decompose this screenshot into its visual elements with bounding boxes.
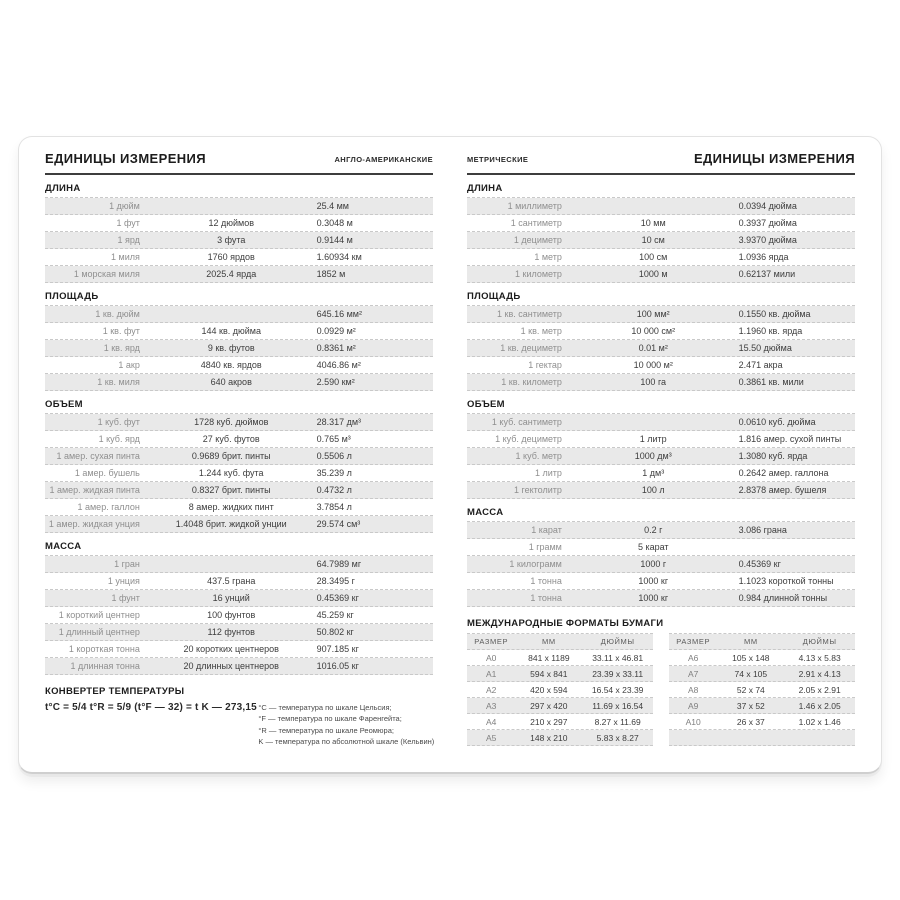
equivalent-cell: 10 мм — [640, 218, 666, 228]
value-cell: 1.1023 короткой тонны — [738, 576, 834, 586]
equivalent-cell: 2025.4 ярда — [206, 269, 257, 279]
table-row — [467, 539, 855, 556]
table-row — [45, 556, 433, 573]
value-cell: 3.9370 дюйма — [738, 235, 797, 245]
value-cell: 0.984 длинной тонны — [738, 593, 828, 603]
value-cell: 907.185 кг — [316, 644, 359, 654]
table-row — [467, 232, 855, 249]
value-cell: 4046.86 м² — [316, 360, 361, 370]
paper-formats-tables — [467, 633, 855, 746]
table-row — [467, 306, 855, 323]
unit-cell: 1 фут — [116, 218, 140, 228]
table-row — [669, 634, 855, 650]
section-title: ПЛОЩАДЬ — [45, 291, 99, 302]
equivalent-cell: 10 см — [641, 235, 665, 245]
equivalent-cell: 100 мм² — [636, 309, 670, 319]
mm-cell: 297 x 420 — [530, 700, 568, 711]
value-cell: 35.239 л — [316, 468, 352, 478]
unit-cell: 1 куб. дециметр — [495, 434, 562, 444]
equivalent-cell: 100 га — [640, 377, 667, 387]
table-row — [467, 198, 855, 215]
equivalent-cell: 9 кв. футов — [207, 343, 255, 353]
table-row — [669, 666, 855, 682]
mm-cell: 841 x 1189 — [528, 652, 570, 663]
temperature-note: °R — температура по шкале Реомюра; — [258, 725, 394, 735]
equivalent-cell: 10 000 м² — [633, 360, 673, 370]
inches-cell: 16.54 x 23.39 — [591, 684, 644, 695]
size-cell: A9 — [687, 700, 699, 711]
value-cell: 1852 м — [316, 269, 346, 279]
value-cell: 645.16 мм² — [316, 309, 362, 319]
table-row — [467, 448, 855, 465]
table-row — [45, 658, 433, 675]
equivalent-cell: 1760 ярдов — [207, 252, 255, 262]
unit-cell: 1 миллиметр — [507, 201, 562, 211]
page-title-right: ЕДИНИЦЫ ИЗМЕРЕНИЯ — [693, 151, 855, 166]
table-row — [467, 682, 653, 698]
table-row — [467, 590, 855, 607]
table-row — [467, 340, 855, 357]
equivalent-cell: 0.2 г — [644, 525, 663, 535]
value-cell: 1.3080 куб. ярда — [738, 451, 808, 461]
table-row — [467, 522, 855, 539]
equivalent-cell: 100 см — [639, 252, 668, 262]
unit-cell: 1 миля — [111, 252, 140, 262]
equivalent-cell: 144 кв. дюйма — [201, 326, 261, 336]
table-row — [467, 634, 653, 650]
value-cell: 0.3048 м — [316, 218, 353, 228]
inches-cell: 8.27 x 11.69 — [594, 716, 641, 727]
table-row — [45, 414, 433, 431]
inches-cell: 4.13 x 5.83 — [798, 652, 841, 663]
section-rows — [45, 555, 433, 675]
equivalent-cell: 1 литр — [639, 434, 667, 444]
value-cell: 0.4732 л — [316, 485, 352, 495]
value-cell: 1.0936 ярда — [738, 252, 789, 262]
inches-cell: 11.69 x 16.54 — [592, 700, 644, 711]
equivalent-cell: 10 000 см² — [631, 326, 676, 336]
mm-cell: 148 x 210 — [530, 732, 568, 743]
unit-cell: 1 куб. ярд — [98, 434, 140, 444]
anglo-american-sections — [45, 183, 433, 675]
table-row — [45, 323, 433, 340]
inches-cell: 2.91 x 4.13 — [798, 668, 841, 679]
measure-section — [45, 541, 433, 675]
equivalent-cell: 0.9689 брит. пинты — [191, 451, 271, 461]
col-header-inches: ДЮЙМЫ — [802, 637, 837, 646]
equivalent-cell: 1000 г — [640, 559, 667, 569]
unit-cell: 1 карат — [531, 525, 562, 535]
table-row — [467, 431, 855, 448]
equivalent-cell: 20 длинных центнеров — [183, 661, 279, 671]
table-row — [467, 714, 653, 730]
page-title: ЕДИНИЦЫ ИЗМЕРЕНИЯ — [45, 151, 207, 166]
mm-cell: 105 x 148 — [732, 652, 770, 663]
left-column-header — [45, 151, 433, 175]
page-subtitle-anglo-american: АНГЛО-АМЕРИКАНСКИЕ — [334, 155, 433, 164]
temperature-converter-body — [45, 702, 433, 747]
table-row — [467, 573, 855, 590]
equivalent-cell: 0.8327 брит. пинты — [191, 485, 271, 495]
measure-section — [467, 507, 855, 607]
unit-cell: 1 куб. сантиметр — [491, 417, 562, 427]
unit-cell: 1 километр — [515, 269, 562, 279]
unit-cell: 1 литр — [534, 468, 562, 478]
value-cell: 64.7989 мг — [316, 559, 362, 569]
measure-section — [467, 291, 855, 391]
paper-formats — [467, 618, 855, 746]
value-cell: 2.8378 амер. бушеля — [738, 485, 827, 495]
value-cell: 28.317 дм³ — [316, 417, 362, 427]
metric-sections — [467, 183, 855, 607]
section-rows — [467, 197, 855, 283]
mm-cell: 74 x 105 — [734, 668, 768, 679]
section-rows — [45, 305, 433, 391]
table-row — [45, 516, 433, 533]
table-row — [45, 340, 433, 357]
table-row — [467, 650, 653, 666]
unit-cell: 1 морская миля — [73, 269, 140, 279]
col-header-mm: ММ — [743, 637, 758, 646]
unit-cell: 1 короткий центнер — [58, 610, 140, 620]
unit-cell: 1 длинный центнер — [58, 627, 140, 637]
size-cell: A6 — [687, 652, 699, 663]
value-cell: 1.1960 кв. ярда — [738, 326, 803, 336]
unit-cell: 1 унция — [107, 576, 140, 586]
unit-cell: 1 гектар — [528, 360, 562, 370]
unit-cell: 1 метр — [534, 252, 562, 262]
value-cell: 0.0929 м² — [316, 326, 356, 336]
equivalent-cell: 1.244 куб. фута — [198, 468, 264, 478]
table-row — [467, 357, 855, 374]
size-cell: A2 — [485, 684, 497, 695]
paper-table-a0-a5 — [467, 633, 653, 746]
temperature-note: K — температура по абсолютной шкале (Кельвин) — [258, 736, 435, 746]
measure-section — [467, 183, 855, 283]
mm-cell: 420 x 594 — [530, 684, 568, 695]
table-row — [669, 714, 855, 730]
value-cell: 2.471 акра — [738, 360, 783, 370]
size-cell: A5 — [485, 732, 497, 743]
value-cell: 0.3937 дюйма — [738, 218, 797, 228]
inches-cell: 2.05 x 2.91 — [798, 684, 841, 695]
section-title: МАССА — [45, 541, 82, 552]
section-rows — [45, 413, 433, 533]
section-title: ДЛИНА — [45, 183, 81, 194]
value-cell: 25.4 мм — [316, 201, 349, 211]
unit-cell: 1 амер. галлон — [77, 502, 140, 512]
table-row — [45, 266, 433, 283]
unit-cell: 1 амер. сухая пинта — [56, 451, 140, 461]
unit-cell: 1 ярд — [117, 235, 140, 245]
temperature-converter — [45, 686, 433, 747]
measure-section — [467, 399, 855, 499]
unit-cell: 1 тонна — [530, 576, 562, 586]
col-header-mm: ММ — [541, 637, 556, 646]
table-row — [45, 306, 433, 323]
inches-cell: 5.83 x 8.27 — [596, 732, 639, 743]
size-cell: A10 — [685, 716, 701, 727]
size-cell: A7 — [687, 668, 699, 679]
size-cell: A4 — [485, 716, 497, 727]
col-header-size: РАЗМЕР — [676, 637, 711, 646]
value-cell: 0.8361 м² — [316, 343, 356, 353]
size-cell: A1 — [485, 668, 497, 679]
size-cell: A8 — [687, 684, 699, 695]
table-row — [45, 215, 433, 232]
section-title: ДЛИНА — [467, 183, 503, 194]
value-cell: 0.1550 кв. дюйма — [738, 309, 811, 319]
unit-cell: 1 фунт — [111, 593, 140, 603]
table-row — [467, 215, 855, 232]
unit-cell: 1 акр — [118, 360, 140, 370]
unit-cell: 1 амер. жидкая унция — [48, 519, 140, 529]
size-cell: A0 — [485, 652, 497, 663]
size-cell: A3 — [485, 700, 497, 711]
equivalent-cell: 1000 м — [638, 269, 668, 279]
unit-cell: 1 кв. ярд — [103, 343, 140, 353]
unit-cell: 1 дециметр — [513, 235, 562, 245]
value-cell: 0.3861 кв. мили — [738, 377, 804, 387]
unit-cell: 1 сантиметр — [510, 218, 562, 228]
unit-cell: 1 кв. сантиметр — [497, 309, 562, 319]
table-row — [467, 323, 855, 340]
table-row — [467, 556, 855, 573]
value-cell: 0.9144 м — [316, 235, 353, 245]
equivalent-cell: 27 куб. футов — [202, 434, 260, 444]
table-row — [45, 641, 433, 658]
table-row — [45, 624, 433, 641]
temperature-converter-title: КОНВЕРТЕР ТЕМПЕРАТУРЫ — [45, 686, 185, 697]
value-cell: 45.259 кг — [316, 610, 354, 620]
value-cell: 1.816 амер. сухой пинты — [738, 434, 842, 444]
paper-table-a6-a10 — [669, 633, 855, 746]
temperature-note: °C — температура по шкале Цельсия; — [258, 703, 392, 712]
table-row — [467, 730, 653, 746]
paper-formats-title: МЕЖДУНАРОДНЫЕ ФОРМАТЫ БУМАГИ — [467, 618, 664, 629]
unit-cell: 1 гран — [114, 559, 140, 569]
equivalent-cell: 1000 дм³ — [634, 451, 672, 461]
table-row — [45, 198, 433, 215]
value-cell: 0.45369 кг — [316, 593, 359, 603]
equivalent-cell: 20 коротких центнеров — [183, 644, 279, 654]
section-title: ОБЪЕМ — [467, 399, 505, 410]
table-row — [467, 482, 855, 499]
value-cell: 28.3495 г — [316, 576, 355, 586]
table-row — [669, 730, 855, 746]
mm-cell: 52 x 74 — [736, 684, 765, 695]
value-cell: 0.2642 амер. галлона — [738, 468, 829, 478]
measure-section — [45, 183, 433, 283]
col-header-inches: ДЮЙМЫ — [600, 637, 635, 646]
unit-cell: 1 гектолитр — [514, 485, 562, 495]
mm-cell: 594 x 841 — [530, 668, 568, 679]
mm-cell: 210 x 297 — [530, 716, 568, 727]
table-row — [669, 698, 855, 714]
value-cell: 2.590 км² — [316, 377, 355, 387]
inches-cell: 1.46 x 2.05 — [798, 700, 841, 711]
table-row — [45, 232, 433, 249]
table-row — [45, 249, 433, 266]
measure-section — [45, 291, 433, 391]
unit-cell: 1 длинная тонна — [70, 661, 140, 671]
table-row — [45, 499, 433, 516]
unit-cell: 1 килограмм — [509, 559, 562, 569]
value-cell: 0.0610 куб. дюйма — [738, 417, 816, 427]
mm-cell: 37 x 52 — [736, 700, 765, 711]
section-title: ПЛОЩАДЬ — [467, 291, 521, 302]
unit-cell: 1 кв. фут — [102, 326, 140, 336]
unit-cell: 1 короткая тонна — [68, 644, 140, 654]
table-row — [467, 414, 855, 431]
table-row — [45, 357, 433, 374]
left-column — [45, 151, 433, 762]
equivalent-cell: 8 амер. жидких пинт — [188, 502, 274, 512]
equivalent-cell: 100 фунтов — [207, 610, 256, 620]
value-cell: 50.802 кг — [316, 627, 354, 637]
col-header-size: РАЗМЕР — [474, 637, 509, 646]
value-cell: 0.5506 л — [316, 451, 352, 461]
value-cell: 0.765 м³ — [316, 434, 351, 444]
equivalent-cell: 3 фута — [217, 235, 246, 245]
table-row — [45, 482, 433, 499]
table-row — [45, 431, 433, 448]
section-rows — [467, 305, 855, 391]
unit-cell: 1 кв. метр — [520, 326, 562, 336]
unit-cell: 1 куб. фут — [97, 417, 140, 427]
section-rows — [467, 521, 855, 607]
value-cell: 29.574 см³ — [316, 519, 361, 529]
measure-section — [45, 399, 433, 533]
section-title: ОБЪЕМ — [45, 399, 83, 410]
reference-page — [18, 136, 882, 774]
equivalent-cell: 1728 куб. дюймов — [194, 417, 269, 427]
mm-cell: 26 x 37 — [736, 716, 765, 727]
section-title: МАССА — [467, 507, 504, 518]
equivalent-cell: 1.4048 брит. жидкой унции — [175, 519, 287, 529]
table-row — [45, 465, 433, 482]
equivalent-cell: 1000 кг — [638, 576, 669, 586]
equivalent-cell: 1000 кг — [638, 593, 669, 603]
table-row — [45, 573, 433, 590]
inches-cell: 23.39 x 33.11 — [592, 668, 644, 679]
page-subtitle-metric: МЕТРИЧЕСКИЕ — [467, 155, 529, 164]
right-column-header — [467, 151, 855, 175]
table-row — [467, 666, 653, 682]
equivalent-cell: 12 дюймов — [208, 218, 254, 228]
unit-cell: 1 дюйм — [109, 201, 140, 211]
unit-cell: 1 амер. жидкая пинта — [49, 485, 140, 495]
equivalent-cell: 640 акров — [210, 377, 252, 387]
temperature-note: °F — температура по шкале Фаренгейта; — [258, 714, 402, 724]
equivalent-cell: 1 дм³ — [642, 468, 665, 478]
table-row — [669, 682, 855, 698]
temperature-notes — [258, 702, 434, 747]
table-row — [45, 374, 433, 391]
table-row — [467, 465, 855, 482]
table-row — [669, 650, 855, 666]
section-rows — [467, 413, 855, 499]
value-cell: 1016.05 кг — [316, 661, 359, 671]
equivalent-cell: 112 фунтов — [207, 627, 255, 637]
value-cell: 15.50 дюйма — [738, 343, 792, 353]
unit-cell: 1 грамм — [528, 542, 562, 552]
value-cell: 0.45369 кг — [738, 559, 781, 569]
equivalent-cell: 0.01 м² — [638, 343, 668, 353]
equivalent-cell: 16 унций — [212, 593, 250, 603]
unit-cell: 1 амер. бушель — [74, 468, 140, 478]
value-cell: 3.086 грана — [738, 525, 787, 535]
value-cell: 0.62137 мили — [738, 269, 796, 279]
equivalent-cell: 5 карат — [637, 542, 669, 552]
section-rows — [45, 197, 433, 283]
equivalent-cell: 437.5 грана — [207, 576, 256, 586]
inches-cell: 33.11 x 46.81 — [592, 652, 644, 663]
unit-cell: 1 кв. дюйм — [95, 309, 140, 319]
table-row — [467, 266, 855, 283]
value-cell: 1.60934 км — [316, 252, 362, 262]
unit-cell: 1 куб. метр — [515, 451, 562, 461]
table-row — [467, 698, 653, 714]
temperature-formula: t°C = 5/4 t°R = 5/9 (t°F — 32) = t K — 273,15 — [45, 702, 257, 713]
unit-cell: 1 кв. километр — [501, 377, 562, 387]
value-cell: 3.7854 л — [316, 502, 352, 512]
table-row — [45, 448, 433, 465]
unit-cell: 1 тонна — [530, 593, 562, 603]
table-row — [467, 374, 855, 391]
table-row — [467, 249, 855, 266]
equivalent-cell: 100 л — [641, 485, 665, 495]
unit-cell: 1 кв. дециметр — [500, 343, 562, 353]
right-column — [467, 151, 855, 762]
inches-cell: 1.02 x 1.46 — [798, 716, 841, 727]
table-row — [45, 590, 433, 607]
table-row — [45, 607, 433, 624]
equivalent-cell: 4840 кв. ярдов — [200, 360, 262, 370]
value-cell: 0.0394 дюйма — [738, 201, 797, 211]
unit-cell: 1 кв. миля — [97, 377, 140, 387]
